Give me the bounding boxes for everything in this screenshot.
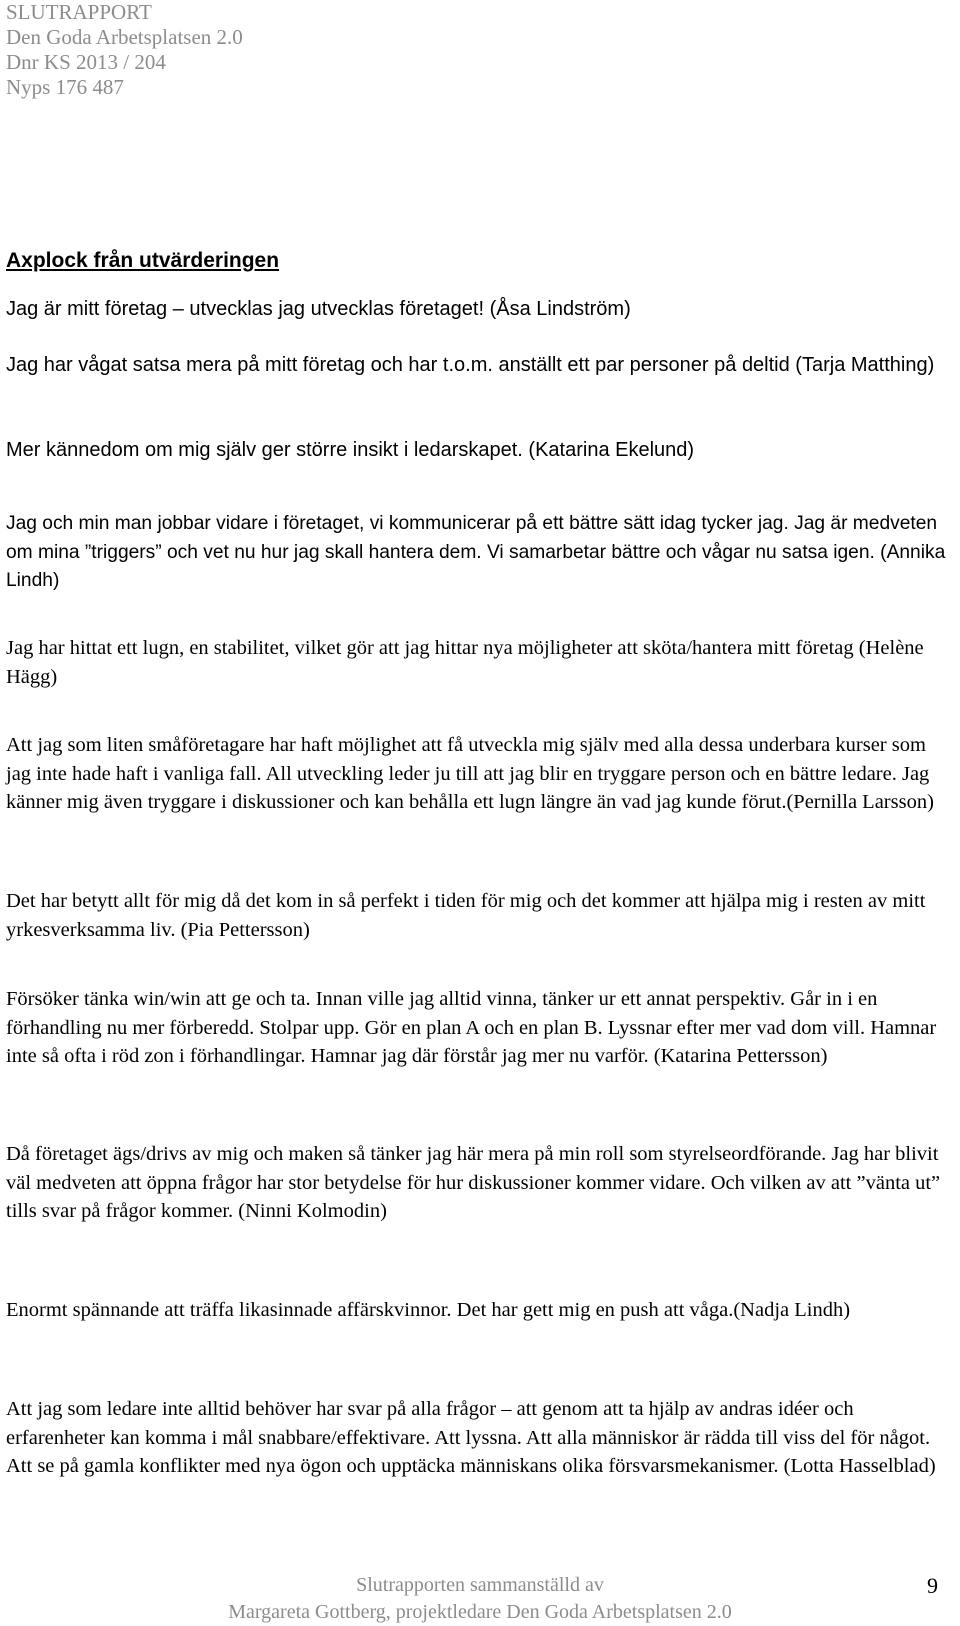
footer-compiled-by: Slutrapporten sammanställd av (356, 1574, 604, 1596)
document-header (6, 0, 243, 100)
header-dnr: Dnr KS 2013 / 204 (6, 50, 166, 74)
quote-paragraph: Då företaget ägs/drivs av mig och maken så tänker jag här mera på min roll som styrelseordförande. Jag har blivit väl medveten att öppna frågor har stor betydelse för hur diskussioner kommer vidare. Och vilken av att ”vänta ut” tills svar på frågor kommer. (Ninni Kolmodin) (6, 1143, 941, 1222)
quote-paragraph: Försöker tänka win/win att ge och ta. Innan ville jag alltid vinna, tänker ur ett annat perspektiv. Går in i en förhandling nu mer förberedd. Stolpar upp. Gör en plan A och en plan B. Lyssnar efter mer vad dom vill. Hamnar inte så ofta i röd zon i förhandlingar. Hamnar jag där förstår jag mer nu varför. (Katarina Pettersson) (6, 988, 937, 1067)
quote-paragraph: Jag är mitt företag – utvecklas jag utvecklas företaget! (Åsa Lindström) (6, 298, 631, 320)
section-heading: Axplock från utvärderingen (6, 249, 280, 272)
quote-paragraph: Att jag som ledare inte alltid behöver har svar på alla frågor – att genom att ta hjälp av andras idéer och erfarenheter kan komma i mål snabbare/effektivare. Att lyssna. Att alla människor är rädda till viss del för något. Att se på gamla konflikter med nya ögon och upptäcka människans olika försvarsmekanismer. (Lotta Hasselblad) (6, 1398, 936, 1477)
footer-author: Margareta Gottberg, projektledare Den Goda Arbetsplatsen 2.0 (228, 1601, 732, 1623)
quote-paragraph: Mer kännedom om mig själv ger större insikt i ledarskapet. (Katarina Ekelund) (6, 439, 695, 461)
document-footer (0, 1572, 960, 1626)
quote-paragraph: Jag har hittat ett lugn, en stabilitet, vilket gör att jag hittar nya möjligheter att sköta/hantera mitt företag (Helène Hägg) (6, 637, 924, 688)
header-project-name: Den Goda Arbetsplatsen 2.0 (6, 25, 243, 49)
quote-paragraph: Enormt spännande att träffa likasinnade affärskvinnor. Det har gett mig en push att våga.(Nadja Lindh) (6, 1299, 851, 1321)
header-report-title: SLUTRAPPORT (6, 0, 152, 24)
quote-paragraph: Det har betytt allt för mig då det kom in så perfekt i tiden för mig och det kommer att hjälpa mig i resten av mitt yrkesverksamma liv. (Pia Pettersson) (6, 890, 926, 941)
header-nyps: Nyps 176 487 (6, 75, 124, 99)
quote-paragraph: Jag och min man jobbar vidare i företaget, vi kommunicerar på ett bättre sätt idag tycker jag. Jag är medveten om mina ”triggers” och vet nu hur jag skall hantera dem. Vi samarbetar bättre och vågar nu satsa igen. (Annika Lindh) (6, 513, 946, 591)
page-number: 9 (927, 1573, 938, 1598)
quote-paragraph: Att jag som liten småföretagare har haft möjlighet att få utveckla mig själv med alla dessa underbara kurser som jag inte hade haft i vanliga fall. All utveckling leder ju till att jag blir en tryggare person och en bättre ledare. Jag känner mig även tryggare i diskussioner och kan behålla ett lugn längre än vad jag kunde förut.(Pernilla Larsson) (6, 734, 934, 813)
quote-paragraph: Jag har vågat satsa mera på mitt företag och har t.o.m. anställt ett par personer på deltid (Tarja Matthing) (6, 354, 935, 376)
